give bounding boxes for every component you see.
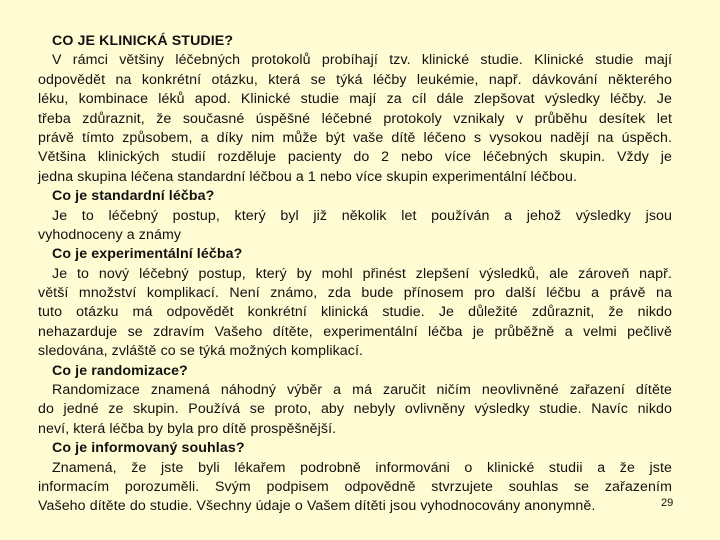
- paragraph-line: Znamená, že jste byli lékařem podrobně informováni o klinické studii a že jste: [52, 459, 672, 476]
- section-heading-clinical-study: CO JE KLINICKÁ STUDIE?: [52, 33, 234, 49]
- paragraph-line: nehazarduje se zdravím Vašeho dítěte, experimentální léčba je průběžně a velmi pečlivě: [38, 323, 672, 340]
- paragraph-line: informacím porozuměli. Svým podpisem odpovědně stvrzujete souhlas se zařazením: [38, 478, 672, 495]
- paragraph-line: neví, která léčba by byla pro dítě prospěšnější.: [38, 420, 337, 437]
- paragraph-line: Většina klinických studií rozděluje pacienty do 2 nebo více léčebných skupin. Vždy je: [38, 149, 672, 166]
- page-number: 29: [661, 497, 674, 509]
- paragraph-line: Je to léčebný postup, který byl již několik let používán a jehož výsledky jsou: [52, 207, 672, 224]
- paragraph-line: větší množství komplikací. Není známo, zda bude přínosem pro další léčbu a právě na: [38, 285, 672, 302]
- paragraph-line: právě tímto způsobem, a díky nim může být vaše dítě léčeno s vysokou nadějí na úspěch.: [38, 129, 672, 146]
- paragraph-line: Vašeho dítěte do studie. Všechny údaje o Vašem dítěti jsou vyhodnocovány anonymně.: [38, 498, 596, 515]
- paragraph-line: Je to nový léčebný postup, který by mohl přinést zlepšení výsledků, ale zároveň např.: [52, 265, 672, 282]
- paragraph-line: sledována, zvláště co se týká možných komplikací.: [38, 343, 364, 360]
- paragraph-line: léku, kombinace léků apod. Klinické studie mají za cíl dále zlepšovat výsledky léčby. Je: [38, 91, 672, 108]
- slide-body: [38, 32, 672, 517]
- paragraph-line: V rámci většiny léčebných protokolů probíhají tzv. klinické studie. Klinické studie mají: [52, 52, 672, 69]
- paragraph-line: třeba zdůraznit, že současné úspěšné léčebné protokoly vznikaly v průběhu desítek let: [38, 110, 672, 127]
- paragraph-line: Randomizace znamená náhodný výběr a má zaručit ničím neovlivněné zařazení dítěte: [52, 382, 672, 399]
- section-heading-experimental-treatment: Co je experimentální léčba?: [52, 246, 243, 263]
- paragraph-line: do jedné ze skupin. Používá se proto, aby nebyly ovlivněny výsledky studie. Navíc nikdo: [38, 401, 672, 418]
- paragraph-line: tuto otázku má odpovědět konkrétní klinická studie. Je důležité zdůraznit, že nikdo: [38, 304, 672, 321]
- section-heading-informed-consent: Co je informovaný souhlas?: [52, 440, 245, 457]
- section-heading-standard-treatment: Co je standardní léčba?: [52, 188, 215, 205]
- paragraph-line: jedna skupina léčena standardní léčbou a 1 nebo více skupin experimentální léčbou.: [38, 168, 578, 185]
- section-heading-randomization: Co je randomizace?: [52, 362, 188, 379]
- paragraph-line: vyhodnoceny a známy: [38, 226, 182, 243]
- paragraph-line: odpovědět na konkrétní otázku, která se týká léčby leukémie, např. dávkování některého: [38, 71, 672, 88]
